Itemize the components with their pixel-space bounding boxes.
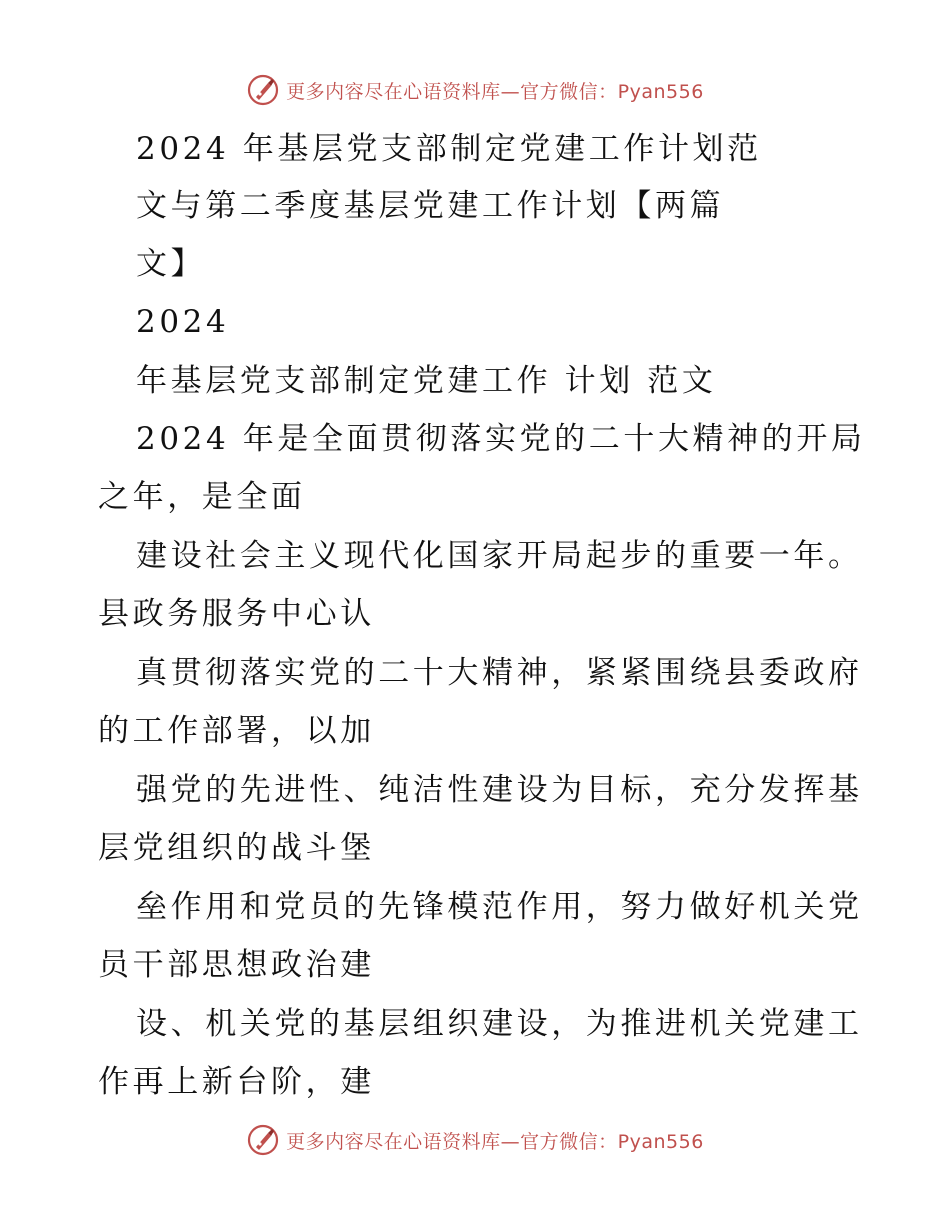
body-line-8: 层党组织的战斗堡 bbox=[98, 830, 375, 866]
body-line-3: 建设社会主义现代化国家开局起步的重要一年。 bbox=[136, 538, 863, 574]
header-banner-text: 更多内容尽在心语资料库—官方微信：Pyan556 bbox=[286, 80, 704, 103]
subtitle-line-2: 年基层党支部制定党建工作 计划 范文 bbox=[136, 363, 717, 399]
fountain-pen-seal-icon bbox=[246, 1123, 280, 1157]
body-line-9: 垒作用和党员的先锋模范作用，努力做好机关党 bbox=[136, 889, 863, 925]
title-line-3: 文】 bbox=[136, 246, 206, 282]
body-line-11: 设、机关党的基层组织建设，为推进机关党建工 bbox=[136, 1006, 863, 1042]
header-banner bbox=[0, 70, 950, 110]
body-line-5: 真贯彻落实党的二十大精神，紧紧围绕县委政府 bbox=[136, 655, 863, 691]
subtitle-line-1: 2024 bbox=[136, 304, 230, 340]
title-line-1: 2024 年基层党支部制定党建工作计划范 bbox=[136, 131, 762, 167]
fountain-pen-seal-icon bbox=[246, 73, 280, 107]
body-line-7: 强党的先进性、纯洁性建设为目标，充分发挥基 bbox=[136, 772, 863, 808]
body-line-1: 2024 年是全面贯彻落实党的二十大精神的开局 bbox=[136, 421, 866, 457]
footer-banner-text: 更多内容尽在心语资料库—官方微信：Pyan556 bbox=[286, 1130, 704, 1153]
footer-banner bbox=[0, 1120, 950, 1160]
body-line-12: 作再上新台阶，建 bbox=[98, 1064, 375, 1100]
body-line-10: 员干部思想政治建 bbox=[98, 947, 375, 983]
body-line-6: 的工作部署，以加 bbox=[98, 713, 375, 749]
body-line-2: 之年，是全面 bbox=[98, 479, 306, 515]
title-line-2: 文与第二季度基层党建工作计划【两篇 bbox=[136, 188, 725, 224]
body-line-4: 县政务服务中心认 bbox=[98, 596, 375, 632]
